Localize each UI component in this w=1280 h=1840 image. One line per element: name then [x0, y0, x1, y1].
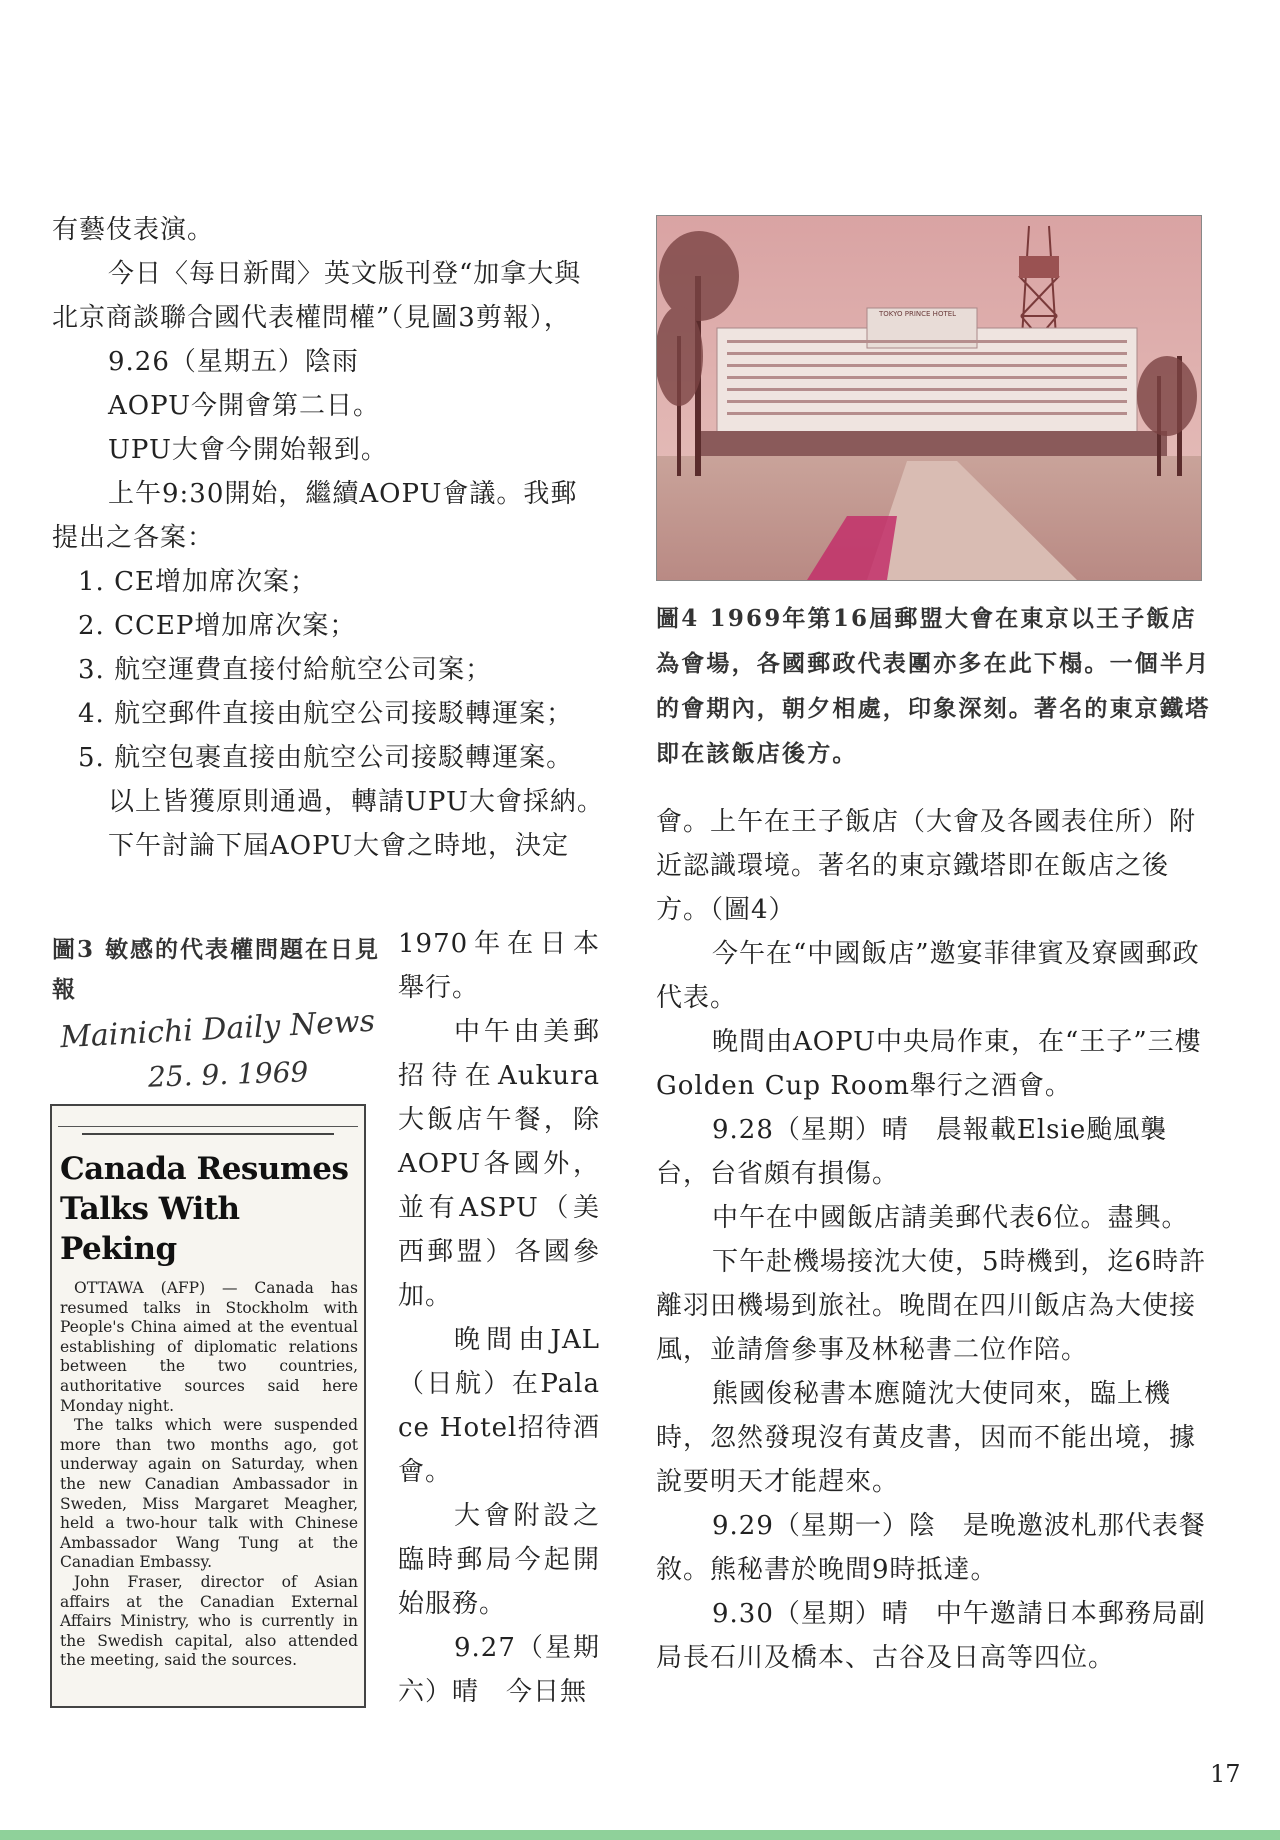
- figure4-caption: 圖4 1969年第16屆郵盟大會在東京以王子飯店為會場，各國郵政代表團亦多在此下榻。一個半月的會期內，朝夕相處，印象深刻。著名的東京鐵塔即在該飯店後方。: [656, 605, 1211, 767]
- left-column: [52, 208, 604, 868]
- right-column: [656, 800, 1216, 1680]
- paragraph: 中午由美郵招待在Aukura大飯店午餐，除AOPU各國外，並有ASPU（美西郵盟）各國參加。: [398, 1017, 600, 1311]
- clipping-paragraph: OTTAWA (AFP) — Canada has resumed talks in Stockholm with People's China aimed at the eventual establishing of diplomatic relations between the two countries, authoritative sources said here Monday night.: [60, 1279, 358, 1415]
- page-number: 17: [1210, 1760, 1241, 1788]
- newspaper-clipping: [50, 1104, 366, 1708]
- clipping-rule: [82, 1133, 334, 1135]
- date-heading: 9.27（星期六）晴 今日無: [398, 1633, 600, 1707]
- list-item: 1. CE增加席次案；: [78, 567, 317, 597]
- paragraph: 下午赴機場接沈大使，5時機到，迄6時許離羽田機場到旅社。晚間在四川飯店為大使接風，並請詹參事及林秘書二位作陪。: [656, 1247, 1207, 1365]
- clipping-paragraph: The talks which were suspended more than two months ago, got underway again on Saturday, when the new Canadian Ambassador in Sweden, Miss Margaret Meagher, held a two-hour talk with Chinese Ambassador Wang Tung at the Canadian Embassy.: [60, 1416, 358, 1572]
- list-item: 3. 航空運費直接付給航空公司案；: [78, 655, 493, 685]
- paragraph: 下午討論下屆AOPU大會之時地，決定: [108, 831, 570, 861]
- list-item: 5. 航空包裹直接由航空公司接駁轉運案。: [78, 743, 574, 773]
- paragraph: 中午在中國飯店請美郵代表6位。盡興。: [712, 1203, 1189, 1233]
- list-item: 2. CCEP增加席次案；: [78, 611, 357, 641]
- paragraph: 以上皆獲原則通過，轉請UPU大會採納。: [108, 787, 604, 817]
- photo-sign-text: TOKYO PRINCE HOTEL: [879, 310, 957, 318]
- clipping-masthead-fragment: [58, 1112, 358, 1127]
- paragraph: 有藝伎表演。: [52, 215, 215, 245]
- paragraph: 今午在“中國飯店”邀宴菲律賓及寮國郵政代表。: [656, 939, 1200, 1013]
- paragraph: UPU大會今開始報到。: [108, 435, 388, 465]
- list-item: 4. 航空郵件直接由航空公司接駁轉運案；: [78, 699, 574, 729]
- clipping-body: [60, 1279, 358, 1671]
- handwriting-source: Mainichi Daily News: [59, 1003, 376, 1056]
- paragraph: 1970年在日本舉行。: [398, 929, 600, 1003]
- date-heading: 9.30（星期）晴 中午邀請日本郵務局副局長石川及橋本、古谷及日高等四位。: [656, 1599, 1206, 1673]
- handwriting-date: 25. 9. 1969: [147, 1055, 309, 1094]
- paragraph: 會。上午在王子飯店（大會及各國表住所）附近認識環境。著名的東京鐵塔即在飯店之後方。（圖4）: [656, 807, 1197, 925]
- paragraph: 熊國俊秘書本應隨沈大使同來，臨上機時，忽然發現沒有黃皮書，因而不能出境，據說要明天才能趕來。: [656, 1379, 1197, 1497]
- hotel-photo: [656, 215, 1202, 581]
- clipping-headline: Canada Resumes Talks With Peking: [60, 1151, 349, 1267]
- clipping-paragraph: John Fraser, director of Asian affairs at the Canadian External Affairs Ministry, who is currently in the Swedish capital, also attended the meeting, said the sources.: [60, 1572, 358, 1670]
- hotel-photo-illustration: [657, 216, 1201, 580]
- paragraph: AOPU今開會第二日。: [108, 391, 381, 421]
- bottom-color-bar: [0, 1830, 1280, 1840]
- middle-column: [398, 922, 600, 1714]
- paragraph: 晚間由AOPU中央局作東，在“王子”三樓Golden Cup Room舉行之酒會。: [656, 1027, 1202, 1101]
- handwritten-note: [59, 1003, 380, 1102]
- paragraph: 今日〈每日新聞〉英文版刊登“加拿大與北京商談聯合國代表權問權”（見圖3剪報），: [52, 259, 582, 333]
- date-heading: 9.28（星期）晴 晨報載Elsie颱風襲台，台省頗有損傷。: [656, 1115, 1168, 1189]
- proposal-list: [52, 560, 604, 780]
- paragraph: 上午9:30開始，繼續AOPU會議。我郵提出之各案：: [52, 479, 578, 553]
- paragraph: 晚間由JAL（日航）在Palace Hotel招待酒會。: [398, 1325, 600, 1487]
- paragraph: 大會附設之臨時郵局今起開始服務。: [398, 1501, 600, 1619]
- date-heading: 9.26（星期五）陰雨: [108, 347, 359, 377]
- figure3-caption: 圖3 敏感的代表權問題在日見報: [52, 936, 381, 1003]
- date-heading: 9.29（星期一）陰 是晚邀波札那代表餐敘。熊秘書於晚間9時抵達。: [656, 1511, 1206, 1585]
